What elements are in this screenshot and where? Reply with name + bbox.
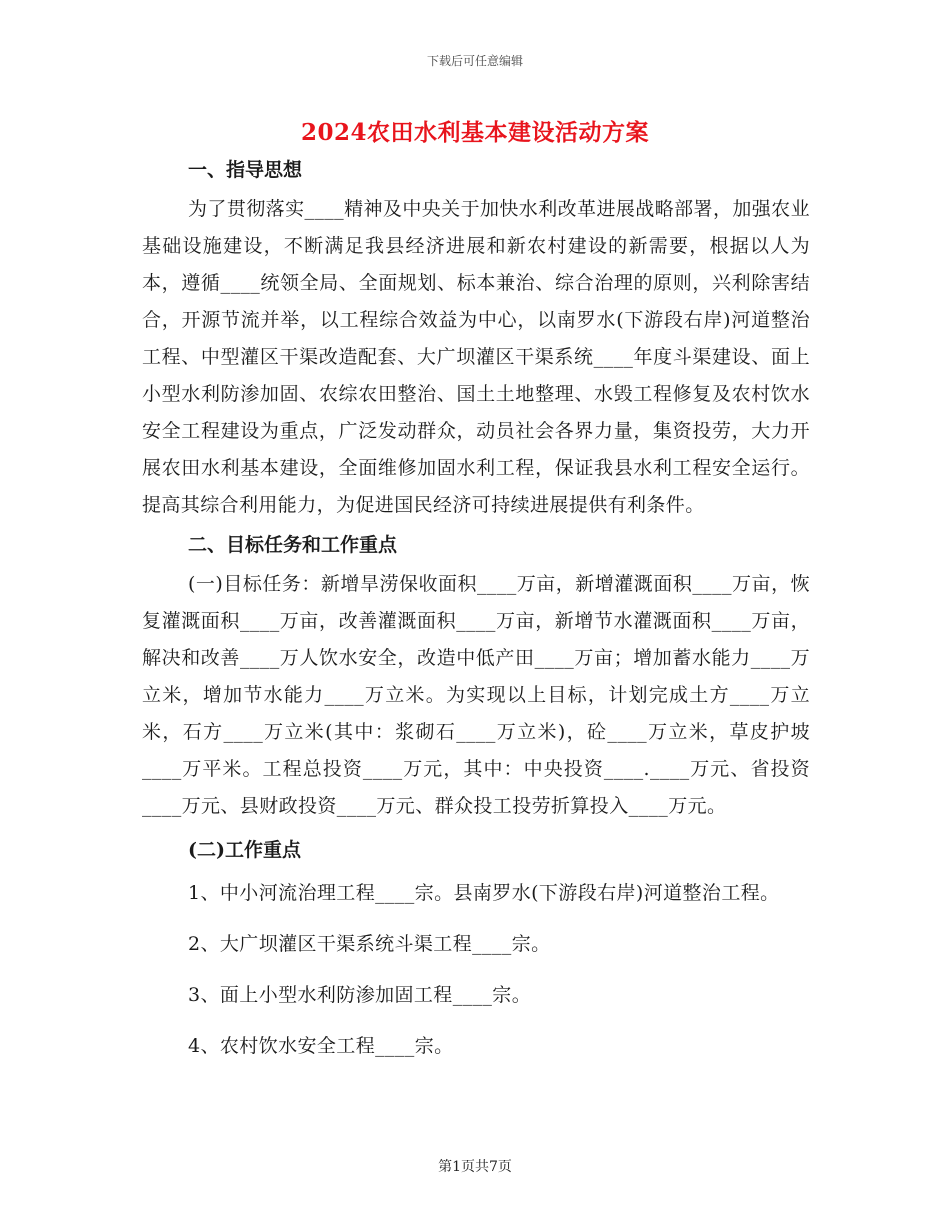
section-heading-guiding-ideology: 一、指导思想 <box>188 159 303 181</box>
page-number-footer: 第1页共7页 <box>438 1159 512 1175</box>
page-header-note: 下载后可任意编辑 <box>426 54 523 68</box>
list-item: 2、大广坝灌区干渠系统斗渠工程____宗。 <box>188 933 551 955</box>
list-item: 1、中小河流治理工程____宗。县南罗水(下游段右岸)河道整治工程。 <box>188 882 780 904</box>
document-title: 2024农田水利基本建设活动方案 <box>300 119 649 146</box>
list-item: 3、面上小型水利防渗加固工程____宗。 <box>188 984 532 1006</box>
section-paragraph-guiding-ideology: 为了贯彻落实____精神及中央关于加快水利改革进展战略部署，加强农业基础设施建设，不断满足我县经济进展和新农村建设的新需要，根据以人为本，遵循____统领全局、全面规划、标本兼治、综合治理的原则，兴利除害结合，开源节流并举，以工程综合效益为中心，以南罗水(下游段右岸)河道整治工程、中型灌区干渠改造配套、大广坝灌区干渠系统____年度斗渠建设、面上小型水利防渗加固、农综农田整治、国土土地整理、水毁工程修复及农村饮水安全工程建设为重点，广泛发动群众，动员社会各界力量，集资投劳，大力开展农田水利基本建设，全面维修加固水利工程，保证我县水利工程安全运行。提高其综合利用能力，为促进国民经济可持续进展提供有利条件。 <box>142 198 810 516</box>
subsection-heading-work-focus: (二)工作重点 <box>188 839 301 861</box>
section-paragraph-goals: (一)目标任务：新增旱涝保收面积____万亩，新增灌溉面积____万亩，恢复灌溉面积____万亩，改善灌溉面积____万亩，新增节水灌溉面积____万亩，解决和改善____万人饮水安全，改造中低产田____万亩；增加蓄水能力____万立米，增加节水能力____万立米。为实现以上目标，计划完成土方____万立米，石方____万立米(其中：浆砌石____万立米)，砼____万立米，草皮护坡____万平米。工程总投资____万元，其中：中央投资____.____万元、省投资____万元、县财政投资____万元、群众投工投劳折算投入____万元。 <box>142 573 810 817</box>
list-item: 4、农村饮水安全工程____宗。 <box>188 1035 454 1057</box>
document-body <box>142 155 810 1065</box>
section-heading-goals: 二、目标任务和工作重点 <box>188 534 398 556</box>
